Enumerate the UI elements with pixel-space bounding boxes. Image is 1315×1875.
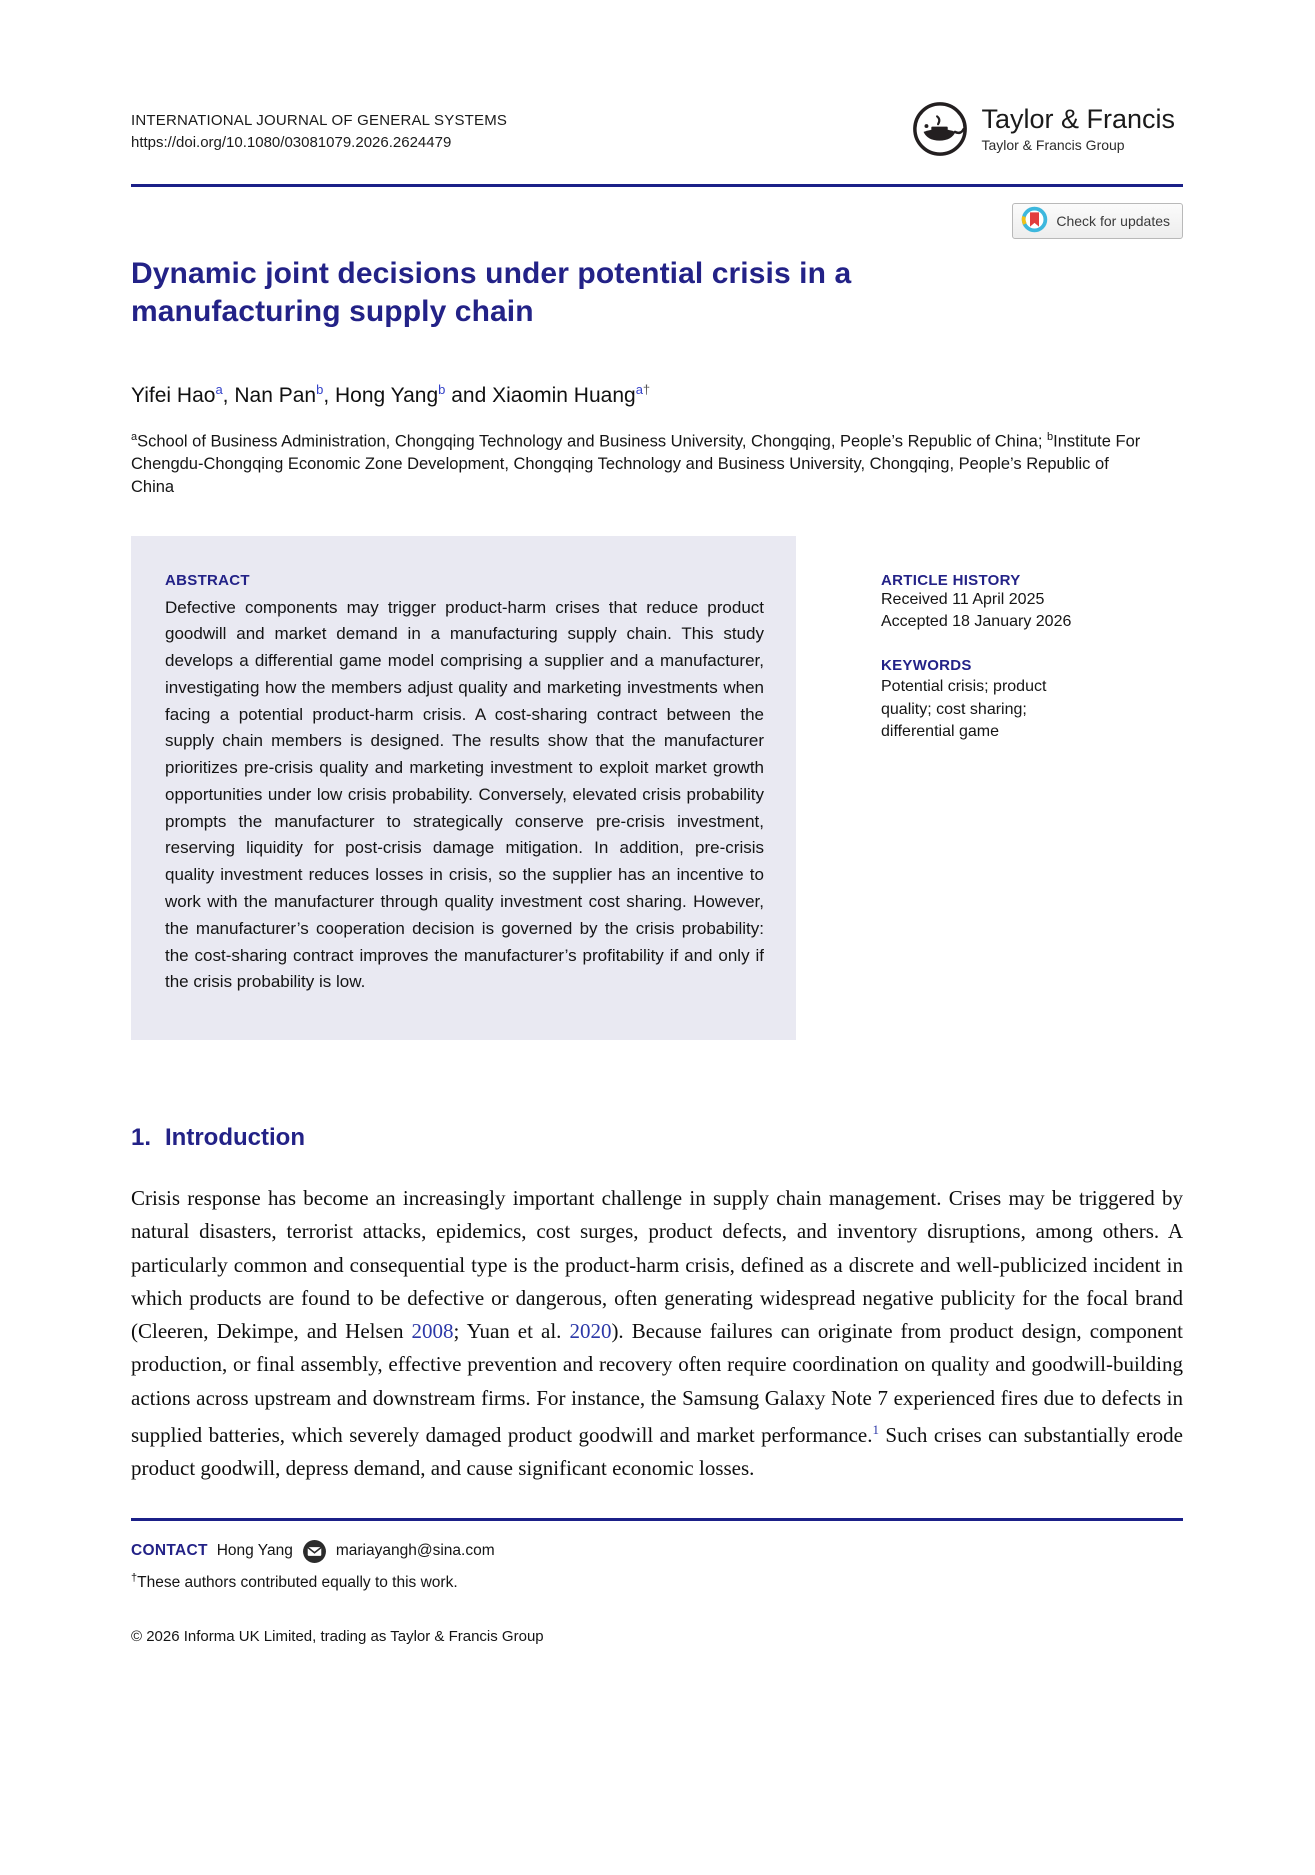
author-name: Xiaomin Huang — [492, 383, 636, 407]
introduction-paragraph — [131, 1182, 1183, 1486]
affiliation-a: School of Business Administration, Chongqing Technology and Business University, Chongqing, People’s Republic of China; — [137, 432, 1048, 451]
affiliation-mark-a: a — [131, 430, 138, 443]
journal-info — [131, 100, 507, 154]
keywords-text: Potential crisis; product quality; cost sharing; differential game — [881, 678, 1047, 741]
taylor-francis-logo — [911, 100, 1183, 158]
author-separator: and — [445, 383, 493, 407]
section-heading-introduction — [131, 1124, 1183, 1152]
author-name: Yifei Hao — [131, 383, 216, 407]
keywords-label: KEYWORDS — [881, 657, 972, 675]
section-title: Introduction — [165, 1124, 305, 1152]
equal-contribution-note — [131, 1572, 1183, 1592]
logo-text — [981, 105, 1175, 152]
contact-email-link[interactable]: mariayangh@sina.com — [335, 1542, 495, 1560]
logo-title: Taylor & Francis — [981, 104, 1175, 135]
journal-name: INTERNATIONAL JOURNAL OF GENERAL SYSTEMS — [131, 112, 508, 129]
footnote-link-1[interactable]: 1 — [872, 1422, 879, 1438]
logo-subtitle: Taylor & Francis Group — [981, 136, 1125, 153]
dagger-mark: † — [131, 1571, 138, 1584]
affiliation-b: Institute For Chengdu-Chongqing Economic Zone Development, Chongqing Technology and Business University, Chongqing, People’s Republic of China — [131, 432, 1141, 497]
author-affiliation-mark: a — [215, 381, 223, 397]
abstract-label: ABSTRACT — [165, 571, 250, 589]
abstract-section — [131, 536, 1183, 1040]
check-for-updates-label: Check for updates — [1056, 213, 1170, 229]
citation-link-2008[interactable]: 2008 — [411, 1319, 454, 1344]
note-text: These authors contributed equally to this work. — [137, 1573, 458, 1591]
accepted-date: Accepted 18 January 2026 — [881, 612, 1072, 630]
check-for-updates-button[interactable] — [1012, 203, 1183, 239]
badge-row — [131, 203, 1183, 239]
author-separator: , — [323, 383, 335, 407]
contact-line — [131, 1539, 1183, 1564]
article-history-label: ARTICLE HISTORY — [881, 571, 1021, 589]
footer-rule — [131, 1518, 1183, 1521]
masthead — [131, 100, 1183, 158]
author-separator: , — [222, 383, 235, 407]
author-affiliation-mark: b — [316, 381, 324, 397]
paragraph-text: ). Because failures can originate from product design, component production, or final assembly, effective prevention and recovery often require coordination on quality and goodwill-building actions across upstream and downstream firms. For instance, the Samsung Galaxy Note 7 experienced fires due to defects in supplied batteries, which severely damaged product goodwill and market performance. — [131, 1319, 1183, 1448]
author-line — [131, 382, 1183, 408]
affiliation-mark-b: b — [1047, 430, 1054, 443]
doi-link[interactable]: https://doi.org/10.1080/03081079.2026.2624479 — [131, 133, 452, 151]
author-affiliation-mark: a — [635, 381, 643, 397]
abstract-box — [131, 536, 796, 1040]
contact-label: CONTACT — [131, 1542, 208, 1560]
paragraph-text: Crisis response has become an increasingly important challenge in supply chain management. Crises may be triggered by natural disasters, terrorist attacks, epidemics, cost surges, product defects, and inventory disruptions, among others. A particularly common and consequential type is the product-harm crisis, defined as a discrete and well-publicized incident in which products are found to be defective or dangerous, often generating widespread negative publicity for the focal brand (Cleeren, Dekimpe, and Helsen — [131, 1186, 1183, 1344]
contact-name: Hong Yang — [216, 1542, 293, 1560]
equal-contribution-dagger: † — [642, 381, 651, 397]
abstract-text: Defective components may trigger product-harm crises that reduce product goodwill and market demand in a manufacturing supply chain. This study develops a differential game model comprising a supplier and a manufacturer, investigating how the members adjust quality and marketing investments when facing a potential product-harm crisis. A cost-sharing contract between the supply chain members is designed. The results show that the manufacturer prioritizes pre-crisis quality and marketing investment to exploit market growth opportunities under low crisis probability. Conversely, elevated crisis probability prompts the manufacturer to strategically conserve pre-crisis investment, reserving liquidity for post-crisis damage mitigation. In addition, pre-crisis quality investment reduces losses in crisis, so the supplier has an incentive to work with the manufacturer through quality investment cost sharing. However, the manufacturer’s cooperation decision is governed by the crisis probability: the cost-sharing contract improves the manufacturer’s profitability if and only if the crisis probability is low. — [165, 597, 764, 992]
section-number: 1. — [131, 1124, 152, 1152]
email-icon — [302, 1539, 327, 1564]
paragraph-text: ; Yuan et al. — [453, 1319, 570, 1344]
paragraph-text: Such crises can substantially erode product goodwill, depress demand, and cause significant economic losses. — [131, 1423, 1183, 1481]
article-title: Dynamic joint decisions under potential crisis in a manufacturing supply chain — [131, 257, 852, 329]
header-rule — [131, 184, 1183, 187]
affiliations — [131, 430, 1141, 500]
citation-link-2020[interactable]: 2020 — [569, 1319, 612, 1344]
author-affiliation-mark: b — [438, 381, 446, 397]
author-name: Nan Pan — [234, 383, 317, 407]
footer — [131, 1539, 1183, 1645]
received-date: Received 11 April 2025 — [881, 590, 1045, 608]
author-name: Hong Yang — [334, 383, 439, 407]
taylor-francis-lamp-icon — [911, 100, 969, 158]
copyright-line: © 2026 Informa UK Limited, trading as Taylor & Francis Group — [131, 1627, 544, 1645]
crossmark-icon — [1021, 206, 1048, 236]
article-meta-column — [881, 536, 1171, 744]
